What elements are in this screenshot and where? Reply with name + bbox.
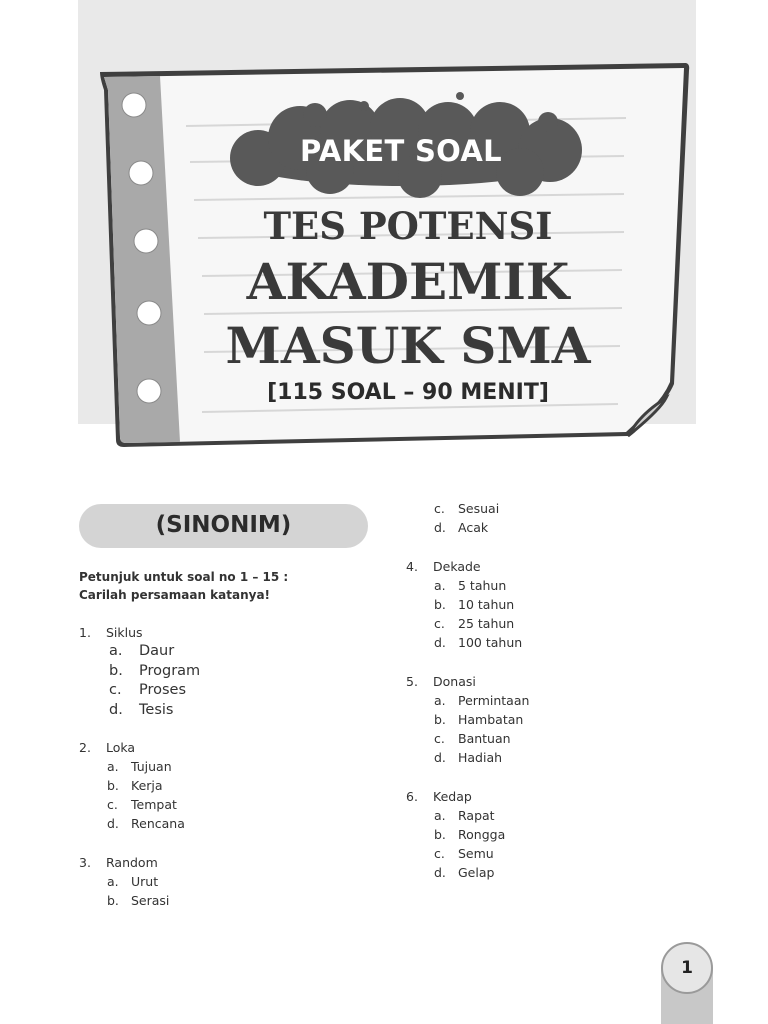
option-text: Gelap	[458, 865, 495, 880]
option-letter: c.	[107, 797, 118, 812]
page-number: 1	[661, 942, 713, 994]
option-letter: c.	[434, 501, 445, 516]
option-letter: b.	[434, 712, 446, 727]
option-letter: b.	[107, 893, 119, 908]
option-letter: d.	[107, 816, 119, 831]
option-letter: c.	[434, 731, 445, 746]
option-letter: b.	[434, 827, 446, 842]
option-text: Rapat	[458, 808, 495, 823]
option-text: Rongga	[458, 827, 506, 842]
question-word: Donasi	[433, 674, 476, 689]
option-letter: a.	[434, 693, 446, 708]
right-column	[406, 501, 706, 901]
option-letter: a.	[109, 643, 123, 659]
question-number: 6.	[406, 789, 418, 804]
option-letter: a.	[434, 578, 446, 593]
option-letter: c.	[109, 682, 122, 698]
option-text: Tempat	[131, 797, 177, 812]
option-text: Semu	[458, 846, 494, 861]
option-text: Urut	[131, 874, 159, 889]
instruction-line2: Carilah persamaan katanya!	[79, 588, 271, 602]
option-text: Hambatan	[458, 712, 524, 727]
option-text: Sesuai	[458, 501, 500, 516]
page-number-badge	[661, 942, 713, 1024]
option-text: Hadiah	[458, 750, 503, 765]
option-text: 100 tahun	[458, 635, 523, 650]
option-letter: d.	[109, 702, 123, 718]
question-number: 2.	[79, 740, 91, 755]
option-letter: b.	[109, 663, 123, 679]
question-word: Loka	[106, 740, 136, 755]
left-column	[79, 625, 379, 925]
option-text: Acak	[458, 520, 489, 535]
option-text: Program	[139, 663, 201, 679]
section-title: (SINONIM)	[79, 504, 368, 548]
option-letter: b.	[434, 597, 446, 612]
option-text: Permintaan	[458, 693, 530, 708]
option-letter: d.	[434, 520, 446, 535]
cover-title-line2: AKADEMIK	[246, 252, 570, 311]
question-word: Dekade	[433, 559, 481, 574]
question-number: 3.	[79, 855, 91, 870]
option-text: Bantuan	[458, 731, 511, 746]
paket-soal-badge: PAKET SOAL	[300, 134, 502, 168]
option-text: Proses	[139, 682, 187, 698]
instruction-line1: Petunjuk untuk soal no 1 – 15 :	[79, 570, 289, 584]
question-word: Kedap	[433, 789, 472, 804]
cover-title-line1: TES POTENSI	[263, 204, 553, 248]
option-letter: c.	[434, 846, 445, 861]
cover-duration: [115 SOAL – 90 MENIT]	[267, 380, 549, 405]
option-text: Rencana	[131, 816, 185, 831]
option-letter: d.	[434, 750, 446, 765]
question-word: Random	[106, 855, 158, 870]
instructions	[79, 568, 379, 604]
option-letter: a.	[434, 808, 446, 823]
option-letter: d.	[434, 865, 446, 880]
option-text: Tesis	[139, 702, 174, 718]
option-text: Tujuan	[131, 759, 172, 774]
option-text: Serasi	[131, 893, 170, 908]
option-letter: d.	[434, 635, 446, 650]
option-letter: b.	[107, 778, 119, 793]
option-text: Kerja	[131, 778, 163, 793]
option-letter: a.	[107, 759, 119, 774]
option-text: 10 tahun	[458, 597, 515, 612]
option-letter: c.	[434, 616, 445, 631]
option-text: 5 tahun	[458, 578, 507, 593]
option-text: Daur	[139, 643, 175, 659]
cover-title-line3: MASUK SMA	[225, 316, 591, 375]
option-text: 25 tahun	[458, 616, 515, 631]
question-number: 1.	[79, 625, 91, 640]
question-number: 5.	[406, 674, 418, 689]
question-word: Siklus	[106, 625, 143, 640]
question-number: 4.	[406, 559, 418, 574]
option-letter: a.	[107, 874, 119, 889]
